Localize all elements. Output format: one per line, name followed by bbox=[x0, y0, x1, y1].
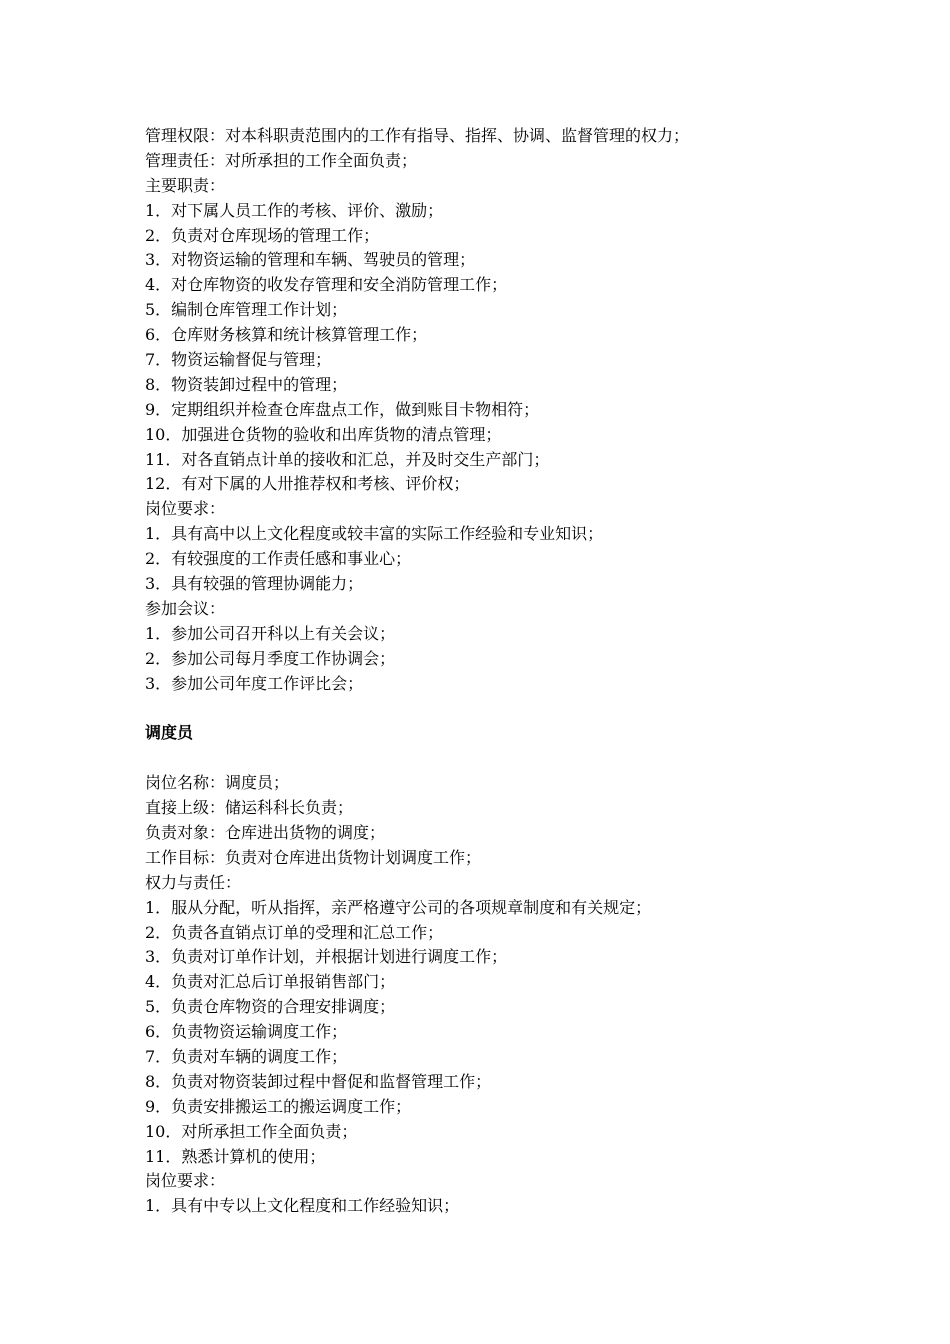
text-line: 岗位要求： bbox=[145, 499, 226, 519]
text-line: 1．参加公司召开科以上有关会议； bbox=[145, 623, 396, 643]
text-line: 4．对仓库物资的收发存管理和安全消防管理工作； bbox=[145, 275, 508, 295]
text-line: 5．编制仓库管理工作计划； bbox=[145, 300, 348, 320]
section-dispatcher bbox=[145, 771, 905, 1219]
text-line: 9．定期组织并检查仓库盘点工作，做到账目卡物相符； bbox=[145, 399, 540, 419]
text-line: 2．负责对仓库现场的管理工作； bbox=[145, 225, 380, 245]
text-line: 11．对各直销点计单的接收和汇总，并及时交生产部门； bbox=[145, 449, 550, 469]
text-line: 3．对物资运输的管理和车辆、驾驶员的管理； bbox=[145, 250, 476, 270]
text-line: 10．对所承担工作全面负责； bbox=[145, 1121, 358, 1141]
text-line: 3．负责对订单作计划，并根据计划进行调度工作； bbox=[145, 947, 508, 967]
text-line: 5．负责仓库物资的合理安排调度； bbox=[145, 997, 396, 1017]
text-line: 岗位名称：调度员； bbox=[145, 773, 290, 793]
text-line: 11．熟悉计算机的使用； bbox=[145, 1146, 326, 1166]
text-line: 1．具有高中以上文化程度或较丰富的实际工作经验和专业知识； bbox=[145, 524, 604, 544]
text-line: 主要职责： bbox=[145, 175, 226, 195]
text-line: 岗位要求： bbox=[145, 1171, 226, 1191]
text-line: 2．参加公司每月季度工作协调会； bbox=[145, 648, 396, 668]
text-line: 管理责任：对所承担的工作全面负责； bbox=[145, 150, 418, 170]
section-heading: 调度员 bbox=[145, 723, 194, 743]
text-line: 7．物资运输督促与管理； bbox=[145, 350, 332, 370]
text-line: 3．具有较强的管理协调能力； bbox=[145, 574, 364, 594]
text-line: 2．负责各直销点订单的受理和汇总工作； bbox=[145, 922, 444, 942]
text-line: 4．负责对汇总后订单报销售部门； bbox=[145, 972, 396, 992]
section-warehouse-manager bbox=[145, 124, 905, 696]
text-line: 8．物资装卸过程中的管理； bbox=[145, 374, 348, 394]
text-line: 负责对象：仓库进出货物的调度； bbox=[145, 822, 386, 842]
text-line: 1．具有中专以上文化程度和工作经验知识； bbox=[145, 1196, 460, 1216]
text-line: 1．对下属人员工作的考核、评价、激励； bbox=[145, 200, 444, 220]
text-line: 1．服从分配，听从指挥，亲严格遵守公司的各项规章制度和有关规定； bbox=[145, 897, 652, 917]
text-line: 6．负责物资运输调度工作； bbox=[145, 1022, 348, 1042]
text-line: 7．负责对车辆的调度工作； bbox=[145, 1046, 348, 1066]
text-line: 12．有对下属的人卅推荐权和考核、评价权； bbox=[145, 474, 470, 494]
text-line: 2．有较强度的工作责任感和事业心； bbox=[145, 549, 412, 569]
paragraph-gap bbox=[145, 696, 905, 721]
text-line: 6．仓库财务核算和统计核算管理工作； bbox=[145, 325, 428, 345]
text-line: 工作目标：负责对仓库进出货物计划调度工作； bbox=[145, 847, 482, 867]
text-line: 参加会议： bbox=[145, 598, 226, 618]
document-page bbox=[145, 124, 905, 1219]
paragraph-gap bbox=[145, 746, 905, 771]
text-line: 10．加强进仓货物的验收和出库货物的清点管理； bbox=[145, 424, 502, 444]
text-line: 管理权限：对本科职责范围内的工作有指导、指挥、协调、监督管理的权力； bbox=[145, 126, 690, 145]
text-line: 8．负责对物资装卸过程中督促和监督管理工作； bbox=[145, 1071, 492, 1091]
text-line: 3．参加公司年度工作评比会； bbox=[145, 673, 364, 693]
text-line: 权力与责任： bbox=[145, 872, 242, 892]
text-line: 直接上级：储运科科长负责； bbox=[145, 798, 354, 818]
text-line: 9．负责安排搬运工的搬运调度工作； bbox=[145, 1096, 412, 1116]
